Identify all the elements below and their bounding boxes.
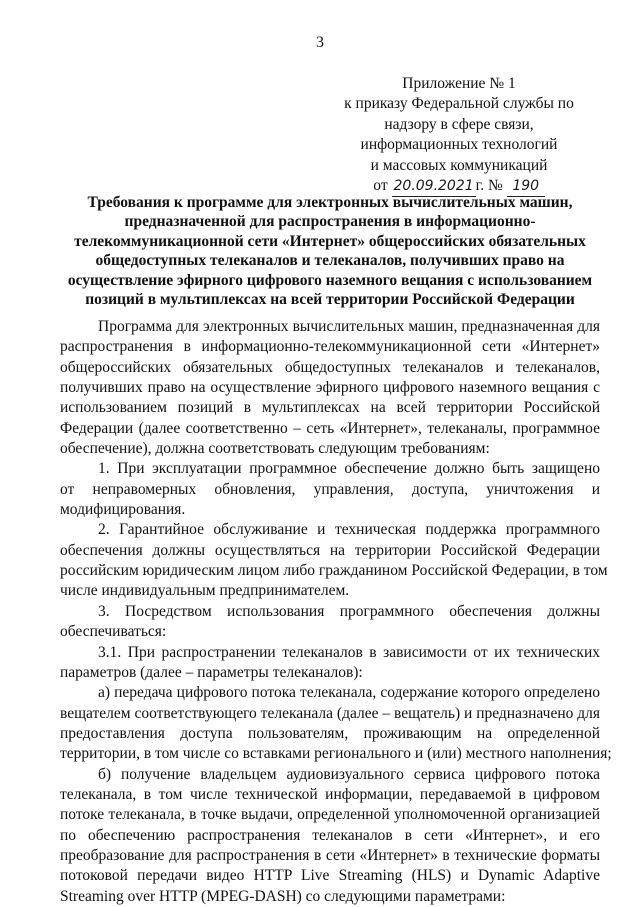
paragraph-intro [60, 317, 600, 459]
title-line: общедоступных телеканалов и телеканалов, получивших право на [95, 252, 565, 270]
body-line: обеспечения должны осуществляться на территории Российской Федерации [60, 541, 600, 559]
body-line: общероссийских обязательных общедоступных телеканалов и телеканалов, [60, 358, 600, 376]
body-line: б) получение владельцем аудиовизуального сервиса цифрового потока [98, 765, 600, 783]
body-line: распространения в информационно-телекоммуникационной сети «Интернет» [60, 338, 600, 356]
body-line: обеспечиваться: [60, 623, 167, 641]
appendix-line: к приказу Федеральной службы по [344, 95, 574, 113]
title-line: Требования к программе для электронных вычислительных машин, [87, 194, 573, 211]
page-number: 3 [316, 34, 324, 51]
body-line: территории, в том числе со вставками регионального и (или) местного наполнения; [60, 745, 612, 763]
body-line: вещателем соответствующего телеканала (далее – вещатель) и предназначено для [60, 704, 600, 722]
appendix-block [340, 74, 578, 197]
body-line: 3. Посредством использования программного обеспечения должны [98, 602, 600, 620]
body-line: модифицирования. [60, 501, 186, 519]
handwritten-date: 20.09.2021 [392, 176, 476, 197]
title-line: позиций в мультиплексах на всей территории Российской Федерации [85, 291, 575, 309]
body-line: обеспечение), должна соответствовать следующим требованиям: [60, 440, 490, 458]
body-line: потоковой передачи видео HTTP Live Streaming (HLS) и Dynamic Adaptive [60, 867, 600, 885]
number-label: г. № [475, 177, 503, 195]
body-line: российским юридическим лицом либо гражданином Российской Федерации, в том [60, 562, 608, 580]
document-body [60, 317, 612, 907]
body-line: Федерации (далее соответственно – сеть «Интернет», телеканалы, программное [60, 419, 600, 437]
body-line: получивших право на осуществление эфирного цифрового наземного вещания с [60, 379, 600, 397]
appendix-title: Приложение № 1 [402, 75, 516, 92]
date-prefix: от [373, 177, 388, 195]
body-line: использованием позиций в мультиплексах на всей территории Российской [60, 399, 600, 417]
paragraph-item-a [60, 683, 612, 764]
body-line: 2. Гарантийное обслуживание и техническая поддержка программного [98, 521, 600, 539]
body-line: Streaming over HTTP (MPEG-DASH) со следующими параметрами: [60, 887, 506, 905]
paragraph-item-3-1 [60, 643, 600, 684]
body-line: параметров (далее – параметры телеканалов): [60, 663, 363, 681]
paragraph-item-3 [60, 602, 600, 643]
body-line: а) передача цифрового потока телеканала, содержание которого определено [98, 684, 600, 702]
body-line: потоке телеканала, в точке выдачи, определенной уполномоченной организацией [60, 806, 600, 824]
body-line: 3.1. При распространении телеканалов в зависимости от их технических [98, 643, 600, 661]
body-line: телеканала, в том числе технической информации, передаваемой в цифровом [60, 785, 600, 803]
body-line: Программа для электронных вычислительных машин, предназначенная для [98, 318, 600, 335]
paragraph-item-1 [60, 459, 600, 520]
title-line: телекоммуникационной сети «Интернет» общероссийских обязательных [74, 232, 586, 250]
appendix-line: и массовых коммуникаций [370, 156, 548, 174]
body-line: преобразование для распространения в сети «Интернет» в технические форматы [60, 846, 600, 864]
document-title [60, 193, 600, 309]
body-line: от неправомерных обновления, управления, доступа, уничтожения и [60, 480, 600, 498]
appendix-line: надзору в сфере связи, [384, 115, 534, 133]
title-line: предназначенной для распространения в информационно- [124, 213, 536, 231]
body-line: числе индивидуальным предпринимателем. [60, 582, 350, 600]
paragraph-item-b [60, 765, 600, 907]
appendix-line: информационных технологий [360, 136, 558, 154]
body-line: по обеспечению распространения телеканалов в сети «Интернет», и его [60, 826, 600, 844]
title-line: осуществление эфирного цифрового наземного вещания с использованием [67, 271, 593, 289]
body-line: предоставления доступа пользователям, проживающим на определенной [60, 724, 600, 742]
handwritten-order-number: 190 [507, 176, 545, 197]
paragraph-item-2 [60, 520, 608, 601]
body-line: 1. При эксплуатации программное обеспечение должно быть защищено [98, 460, 600, 478]
